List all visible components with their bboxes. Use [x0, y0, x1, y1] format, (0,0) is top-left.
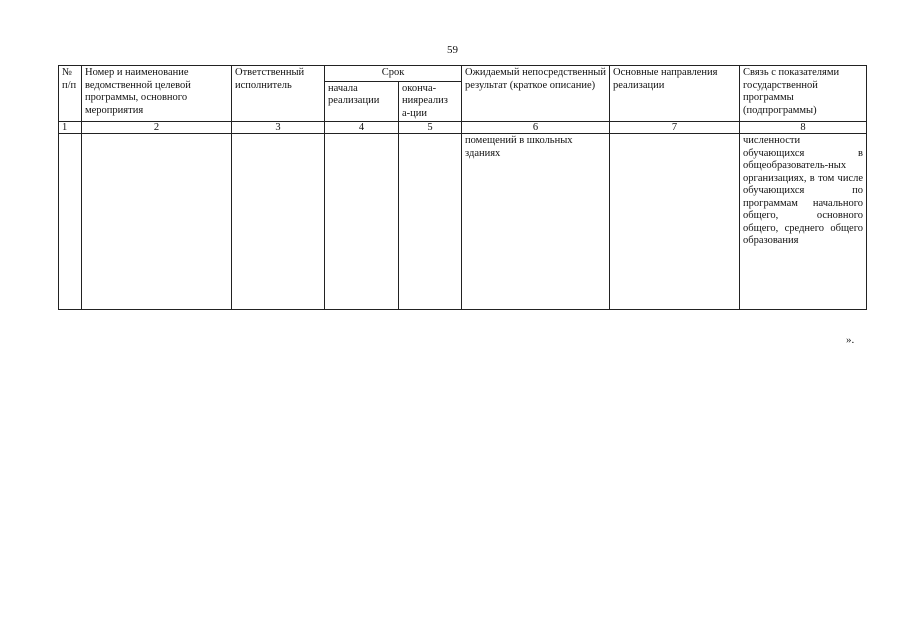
header-expected-result: Ожидаемый непосредственный результат (краткое описание) [462, 66, 610, 122]
cell-expected-result: помещений в школьных зданиях [462, 134, 610, 310]
column-number: 1 [59, 122, 82, 134]
cell-term-start [325, 134, 399, 310]
header-row-1 [59, 66, 867, 82]
column-number: 7 [610, 122, 740, 134]
page-number: 59 [447, 44, 458, 56]
header-number: № п/п [59, 66, 82, 122]
header-main-directions: Основные направления реализации [610, 66, 740, 122]
cell-main-directions [610, 134, 740, 310]
column-number: 4 [325, 122, 399, 134]
column-number: 6 [462, 122, 610, 134]
column-number: 3 [232, 122, 325, 134]
header-term: Срок [325, 66, 462, 82]
cell-term-end [399, 134, 462, 310]
header-executor: Ответственный исполнитель [232, 66, 325, 122]
closing-quote: ». [846, 334, 855, 346]
header-term-end: оконча-нияреализ а-ции [399, 81, 462, 122]
column-numbers-row [59, 122, 867, 134]
cell-indicators-link: численности обучающихся в общеобразователь-ных организациях, в том числе обучающихся по программам начального общего, основного общего, среднего общего образования [740, 134, 867, 310]
cell-program-name [82, 134, 232, 310]
program-table [58, 65, 867, 310]
column-number: 5 [399, 122, 462, 134]
cell-executor [232, 134, 325, 310]
header-program-name: Номер и наименование ведомственной целевой программы, основного мероприятия [82, 66, 232, 122]
column-number: 2 [82, 122, 232, 134]
cell-number [59, 134, 82, 310]
header-indicators-link: Связь с показателями государственной программы (подпрограммы) [740, 66, 867, 122]
column-number: 8 [740, 122, 867, 134]
header-term-start: начала реализации [325, 81, 399, 122]
table-row [59, 134, 867, 310]
